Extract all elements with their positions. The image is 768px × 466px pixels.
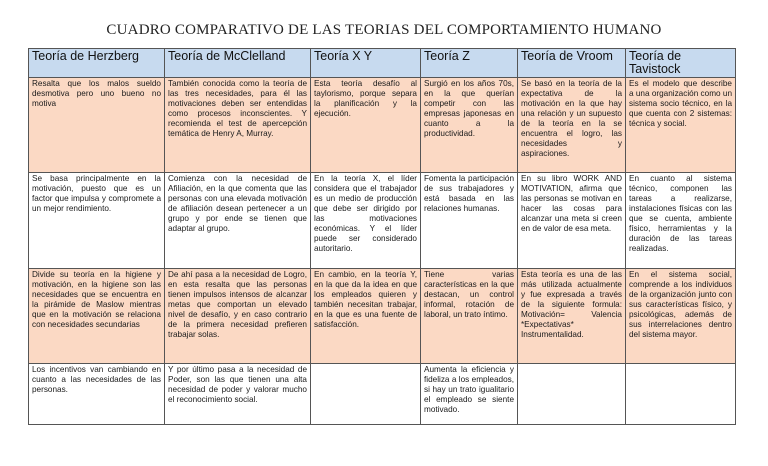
- table-cell: Los incentivos van cambiando en cuanto a las necesidades de las personas.: [29, 364, 165, 425]
- table-cell: Se basó en la teoría de la expectativa de la motivación en la que hay una relación y un supuesto de la teoría en la se encuentra el logro, las necesidades y aspiraciones.: [518, 78, 626, 173]
- table-cell: Tiene varias características en la que destacan, un control informal, rotación de laboral, un trato íntimo.: [421, 269, 518, 364]
- table-cell: Se basa principalmente en la motivación, puesto que es un factor que impulsa y compromete a un mejor rendimiento.: [29, 173, 165, 269]
- table-cell: En el sistema social, comprende a los individuos de la organización junto con sus características físico, y psicológicas, además de sus interrelaciones dentro del sistema mayor.: [626, 269, 736, 364]
- table-cell: Surgió en los años 70s, en la que querían competir con las empresas japonesas en cuanto a la productividad.: [421, 78, 518, 173]
- table-cell: En su libro WORK AND MOTIVATION, afirma que las personas se motivan en hacer las cosas para alcanzar una meta si creen en de valor de esa meta.: [518, 173, 626, 269]
- table-row: [29, 78, 736, 173]
- table-cell: En cuanto al sistema técnico, componen las tareas a realizarse, instalaciones físicas con las que se cuenta, ambiente físico, herramientas y la duración de las tareas realizadas.: [626, 173, 736, 269]
- header-teoria-xy: Teoría X Y: [311, 49, 421, 78]
- header-herzberg: Teoría de Herzberg: [29, 49, 165, 78]
- document-title: CUADRO COMPARATIVO DE LAS TEORIAS DEL COMPORTAMIENTO HUMANO: [106, 22, 662, 38]
- table-cell: [518, 364, 626, 425]
- header-mcclelland: Teoría de McClelland: [165, 49, 311, 78]
- table-cell: Aumenta la eficiencia y fideliza a los empleados, si hay un trato igualitario el empleado se siente motivado.: [421, 364, 518, 425]
- header-vroom: Teoría de Vroom: [518, 49, 626, 78]
- table-cell: Resalta que los malos sueldo desmotiva pero uno bueno no motiva: [29, 78, 165, 173]
- table-row: [29, 269, 736, 364]
- table-cell: Esta teoría desafío al taylorismo, porque separa la planificación y la ejecución.: [311, 78, 421, 173]
- comparison-table: [28, 48, 736, 425]
- table-cell: En la teoría X, el líder considera que el trabajador es un medio de producción que debe ser dirigido por las motivaciones económicas. Y el líder puede ser considerado autoritario.: [311, 173, 421, 269]
- table-cell: Comienza con la necesidad de Afiliación, en la que comenta que las personas con una elevada motivación de afiliación desean pertenecer a un grupo y por ende se tienen que adaptar al grupo.: [165, 173, 311, 269]
- header-tavistock: Teoría de Tavistock: [626, 49, 736, 78]
- table-cell: Fomenta la participación de sus trabajadores y está basada en las relaciones humanas.: [421, 173, 518, 269]
- table-cell: Es el modelo que describe a una organización como un sistema socio técnico, en la que cuenta con 2 sistemas: técnica y social.: [626, 78, 736, 173]
- table-cell: De ahí pasa a la necesidad de Logro, en esta resalta que las personas tienen impulsos intensos de alcanzar metas que comportan un elevado nivel de desafío, y en caso contrario de la primera necesidad prefieren trabajar solas.: [165, 269, 311, 364]
- table-header-row: [29, 49, 736, 78]
- table-cell: [626, 364, 736, 425]
- table-cell: Esta teoría es una de las más utilizada actualmente y fue expresada a través de la siguiente formula: Motivación= Valencia *Expectativas* Instrumentalidad.: [518, 269, 626, 364]
- table-cell: En cambio, en la teoría Y, en la que da la idea en que los empleados quieren y también necesitan trabajar, en la que es una fuente de satisfacción.: [311, 269, 421, 364]
- header-teoria-z: Teoría Z: [421, 49, 518, 78]
- table-cell: Divide su teoría en la higiene y motivación, en la higiene son las necesidades que se encuentra en la pirámide de Maslow mientras que en la motivación se relaciona con necesidades secundarias: [29, 269, 165, 364]
- table-row: [29, 364, 736, 425]
- table-row: [29, 173, 736, 269]
- table-cell: Y por último pasa a la necesidad de Poder, son las que tienen una alta necesidad de poder y valorar mucho el reconocimiento social.: [165, 364, 311, 425]
- table-cell: También conocida como la teoría de las tres necesidades, para él las motivaciones deben ser entendidas como procesos inconscientes. Y recomienda el test de apercepción temática de Henry A, Murray.: [165, 78, 311, 173]
- table-cell: [311, 364, 421, 425]
